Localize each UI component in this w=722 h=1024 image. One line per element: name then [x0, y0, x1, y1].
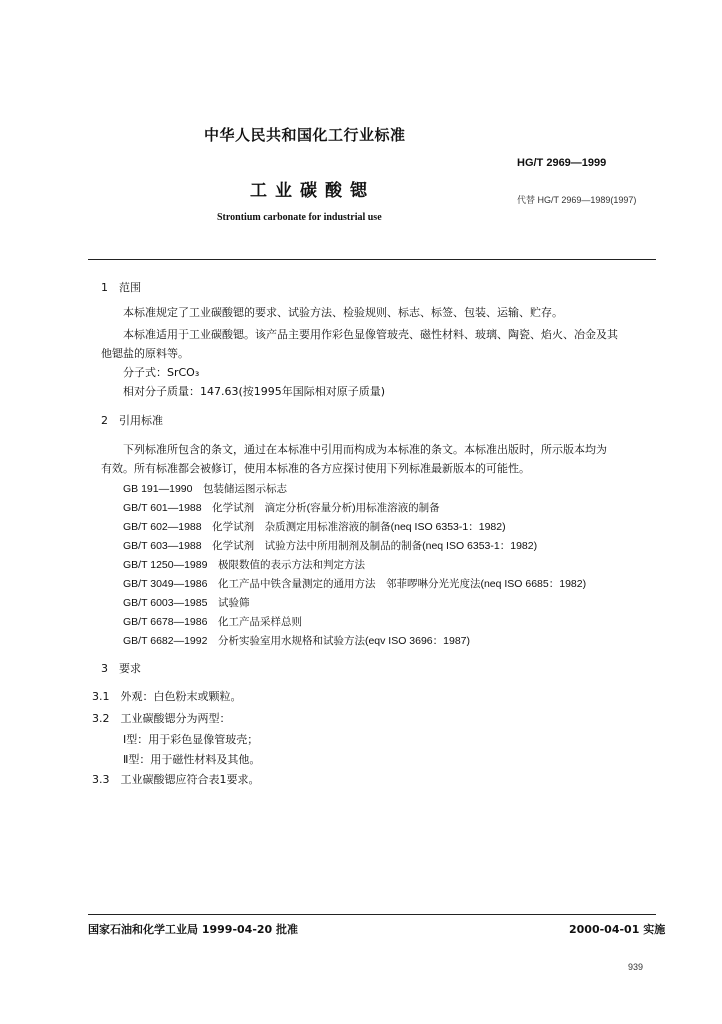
- document-title: 工业碳酸锶: [250, 181, 375, 201]
- type-2: Ⅱ型：用于磁性材料及其他。: [123, 753, 261, 766]
- reference-item: GB/T 6682—1992 分析实验室用水规格和试验方法(eqv ISO 3696：1987): [123, 635, 471, 647]
- molecular-formula: 分子式：SrCO₃: [123, 366, 200, 379]
- footer-divider: [88, 914, 656, 915]
- type-1: Ⅰ型：用于彩色显像管玻壳；: [123, 733, 259, 746]
- english-title: Strontium carbonate for industrial use: [217, 212, 382, 223]
- clause-3-2: 3.2 工业碳酸锶分为两型：: [92, 712, 231, 725]
- reference-item: GB/T 1250—1989 极限数值的表示方法和判定方法: [123, 559, 365, 571]
- standard-code: HG/T 2969—1999: [517, 157, 607, 169]
- header-divider: [88, 259, 656, 260]
- molecular-mass: 相对分子质量：147.63(按1995年国际相对原子质量): [123, 385, 386, 398]
- scope-paragraph-2-line-2: 他锶盐的原料等。: [101, 347, 189, 360]
- replaces-note: 代替 HG/T 2969—1989(1997): [517, 195, 637, 205]
- references-intro-line-1: 下列标准所包含的条文，通过在本标准中引用而构成为本标准的条文。本标准出版时，所示版本均为: [123, 443, 607, 456]
- reference-item: GB/T 6678—1986 化工产品采样总则: [123, 616, 302, 628]
- reference-item: GB/T 601—1988 化学试剂 滴定分析(容量分析)用标准溶液的制备: [123, 502, 440, 514]
- references-intro-line-2: 有效。所有标准都会被修订，使用本标准的各方应探讨使用下列标准最新版本的可能性。: [101, 462, 530, 475]
- approval-note: 国家石油和化学工业局 1999-04-20 批准: [88, 923, 299, 936]
- scope-paragraph-1: 本标准规定了工业碳酸锶的要求、试验方法、检验规则、标志、标签、包装、运输、贮存。: [123, 306, 563, 319]
- reference-item: GB/T 603—1988 化学试剂 试验方法中所用制剂及制品的制备(neq ISO 6353-1：1982): [123, 540, 538, 552]
- section-2-heading: 2 引用标准: [101, 414, 163, 427]
- reference-item: GB/T 602—1988 化学试剂 杂质测定用标准溶液的制备(neq ISO 6353-1：1982): [123, 521, 506, 533]
- clause-3-1: 3.1 外观：白色粉末或颗粒。: [92, 690, 242, 703]
- reference-item: GB 191—1990 包装储运图示标志: [123, 483, 287, 495]
- effective-date: 2000-04-01 实施: [569, 923, 666, 936]
- reference-item: GB/T 3049—1986 化工产品中铁含量测定的通用方法 邻菲啰啉分光光度法(neq ISO 6685：1982): [123, 578, 587, 590]
- reference-item: GB/T 6003—1985 试验筛: [123, 597, 250, 609]
- page-number: 939: [628, 962, 644, 972]
- section-3-heading: 3 要求: [101, 662, 141, 675]
- clause-3-3: 3.3 工业碳酸锶应符合表1要求。: [92, 773, 260, 786]
- section-1-heading: 1 范围: [101, 281, 141, 294]
- issuing-organization: 中华人民共和国化工行业标准: [204, 126, 406, 144]
- scope-paragraph-2-line-1: 本标准适用于工业碳酸锶。该产品主要用作彩色显像管玻壳、磁性材料、玻璃、陶瓷、焰火、冶金及其: [123, 328, 618, 341]
